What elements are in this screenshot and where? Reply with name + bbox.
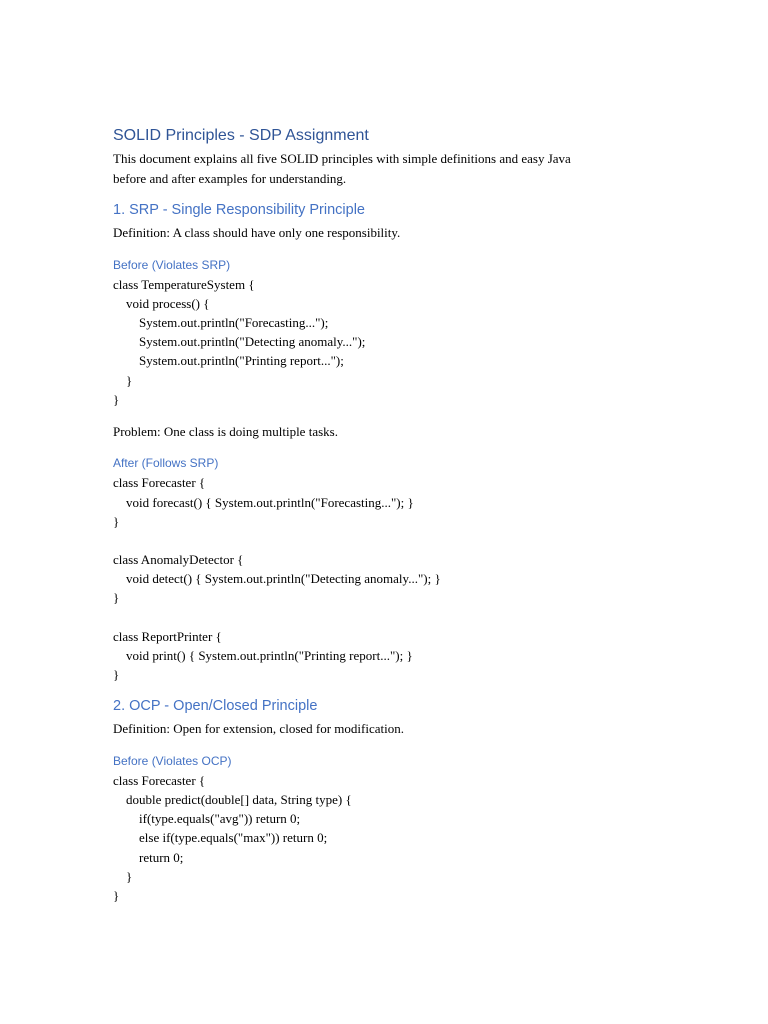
code-line: if(type.equals("avg")) return 0; xyxy=(113,811,301,827)
code-line: void detect() { System.out.println("Detecting anomaly..."); } xyxy=(113,571,441,587)
code-line: void process() { xyxy=(113,295,210,311)
code-line: System.out.println("Detecting anomaly..."); xyxy=(113,334,366,350)
document-title: SOLID Principles - SDP Assignment xyxy=(113,127,369,144)
code-blank-line xyxy=(113,608,653,627)
code-line: double predict(double[] data, String type) { xyxy=(113,791,352,807)
srp-definition: Definition: A class should have only one responsibility. xyxy=(113,225,401,240)
code-line: else if(type.equals("max")) return 0; xyxy=(113,830,328,846)
intro-paragraph xyxy=(113,149,653,188)
intro-line: This document explains all five SOLID principles with simple definitions and easy Java xyxy=(113,151,571,166)
srp-after-heading: After (Follows SRP) xyxy=(113,456,219,471)
code-line: class TemperatureSystem { xyxy=(113,276,255,292)
ocp-heading: 2. OCP - Open/Closed Principle xyxy=(113,698,318,715)
code-line: System.out.println("Printing report..."); xyxy=(113,353,344,369)
code-line: } xyxy=(113,887,120,903)
code-blank-line xyxy=(113,531,653,550)
ocp-definition: Definition: Open for extension, closed for modification. xyxy=(113,721,404,737)
code-line: void forecast() { System.out.println("Forecasting..."); } xyxy=(113,494,414,510)
srp-after-code xyxy=(113,473,653,684)
code-line: class Forecaster { xyxy=(113,475,206,491)
code-line: System.out.println("Forecasting..."); xyxy=(113,314,329,330)
code-line: class AnomalyDetector { xyxy=(113,552,244,568)
code-line: } xyxy=(113,868,133,884)
code-line: } xyxy=(113,372,133,388)
srp-problem: Problem: One class is doing multiple tasks. xyxy=(113,423,338,439)
code-line: } xyxy=(113,590,120,606)
code-line: class ReportPrinter { xyxy=(113,628,222,644)
code-line: return 0; xyxy=(113,849,184,865)
code-line: } xyxy=(113,391,120,407)
code-line: void print() { System.out.println("Printing report..."); } xyxy=(113,647,413,663)
ocp-before-heading: Before (Violates OCP) xyxy=(113,753,232,768)
srp-before-code xyxy=(113,275,653,409)
srp-before-heading: Before (Violates SRP) xyxy=(113,257,231,272)
code-line: class Forecaster { xyxy=(113,772,206,788)
document-content xyxy=(113,125,653,905)
intro-line: before and after examples for understanding. xyxy=(113,170,347,186)
ocp-before-code xyxy=(113,771,653,905)
code-line: } xyxy=(113,513,120,529)
code-line: } xyxy=(113,667,120,683)
srp-heading: 1. SRP - Single Responsibility Principle xyxy=(113,202,365,218)
